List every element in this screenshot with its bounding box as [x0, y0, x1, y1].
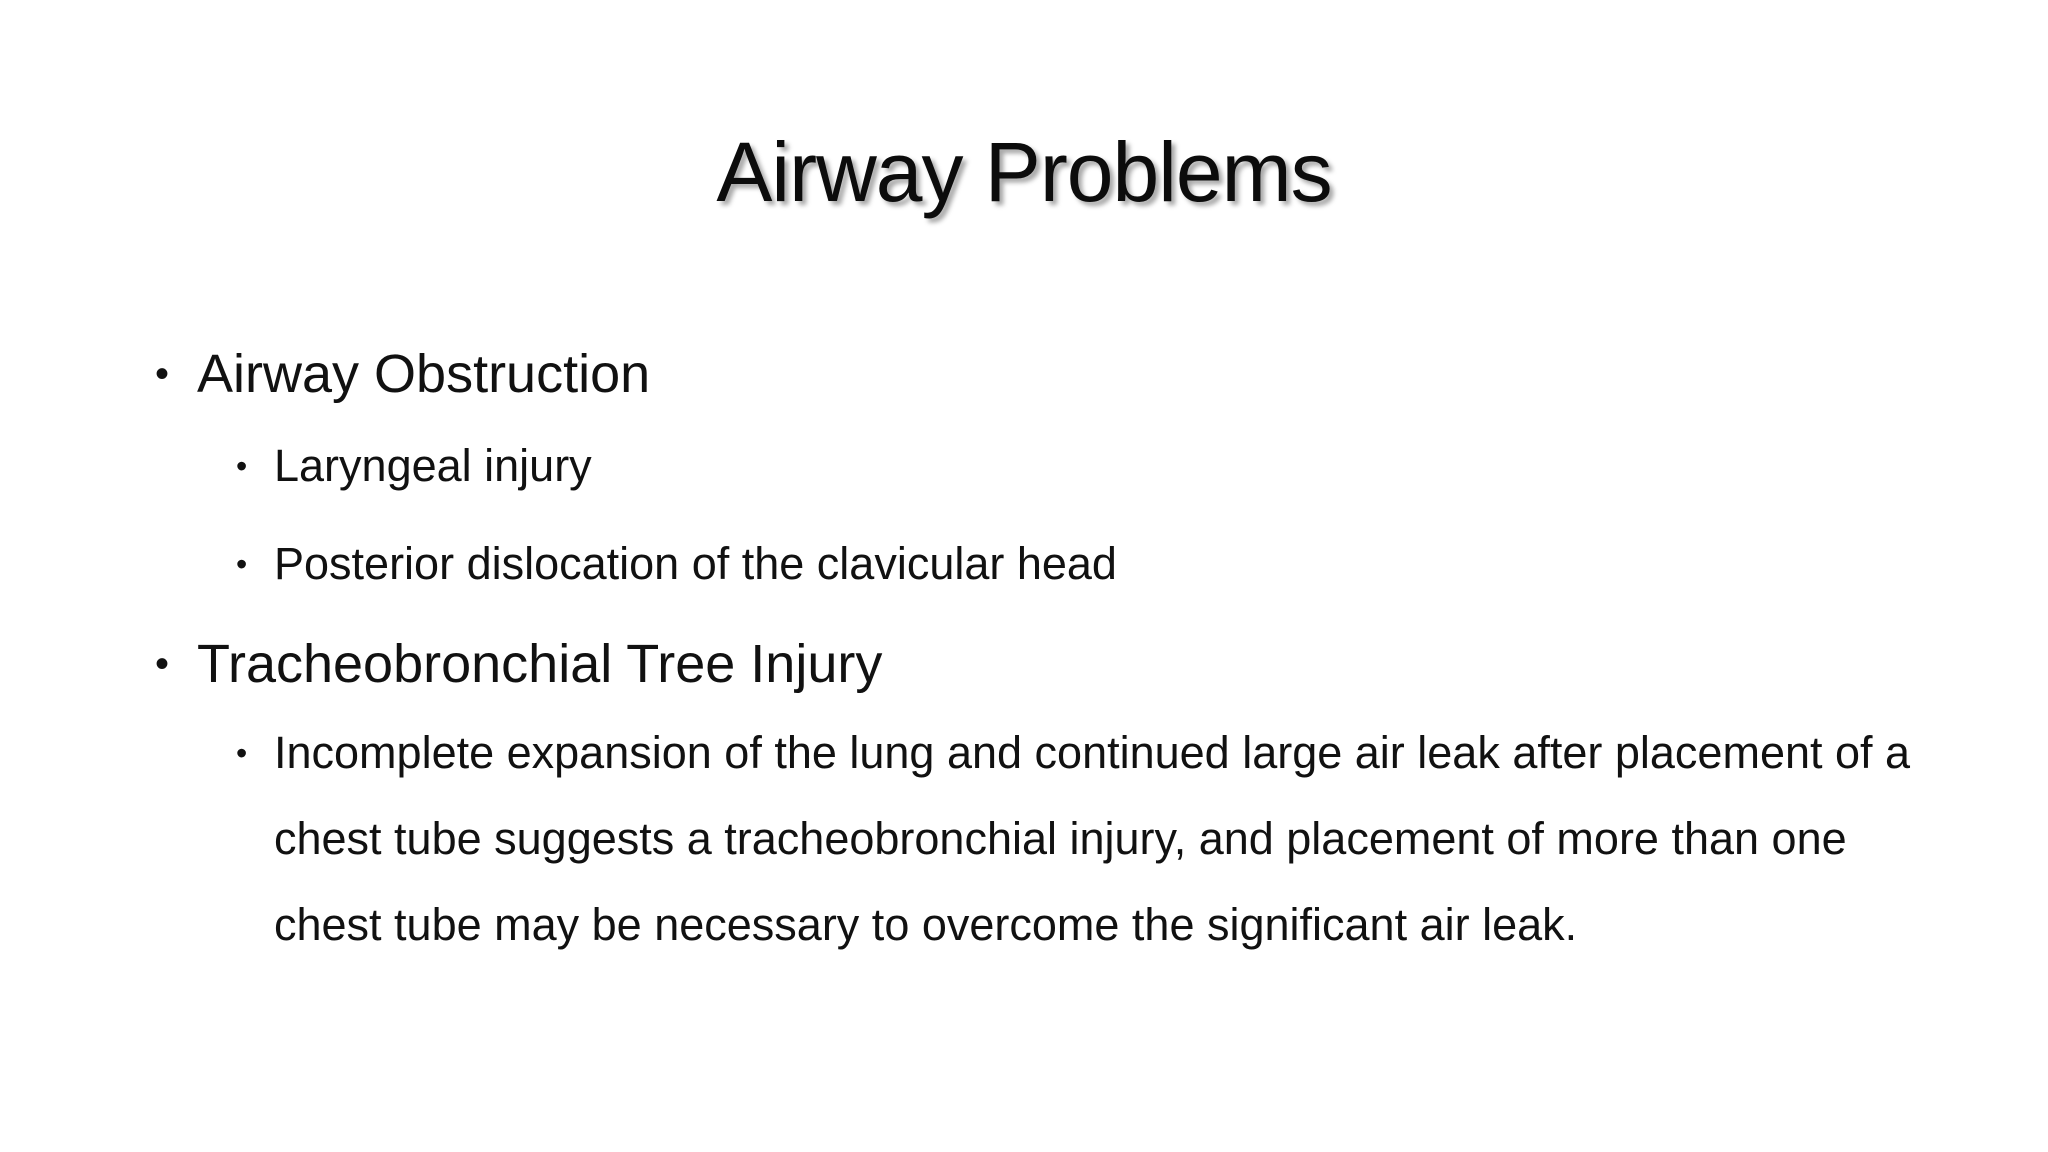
bullet-text: Tracheobronchial Tree Injury	[197, 634, 883, 694]
sub-bullet-text: Incomplete expansion of the lung and continued large air leak after placement of a chest tube suggests a tracheobronchial injury, and placement of more than one chest tube may be necessary to overcome the significant air leak.	[274, 727, 1911, 950]
sub-bullet-incomplete-expansion	[236, 710, 1935, 968]
sub-bullet-posterior-dislocation	[236, 534, 1935, 594]
sub-bullet-text: Laryngeal injury	[274, 440, 592, 491]
sub-bullet-laryngeal-injury	[236, 436, 1935, 496]
bullet-tracheobronchial-injury	[155, 628, 1935, 700]
bullet-text: Airway Obstruction	[197, 344, 651, 404]
bullet-dot-icon: •	[155, 352, 170, 396]
bullet-dot-icon: •	[155, 642, 170, 686]
bullet-dot-icon: •	[236, 735, 248, 771]
sub-bullet-list	[155, 710, 1935, 968]
bullet-dot-icon: •	[236, 546, 248, 582]
sub-bullet-text: Posterior dislocation of the clavicular head	[274, 538, 1117, 589]
slide-content	[155, 338, 1935, 968]
slide-title: Airway Problems	[716, 125, 1332, 219]
sub-bullet-list	[155, 436, 1935, 594]
bullet-dot-icon: •	[236, 448, 248, 484]
bullet-airway-obstruction	[155, 338, 1935, 410]
